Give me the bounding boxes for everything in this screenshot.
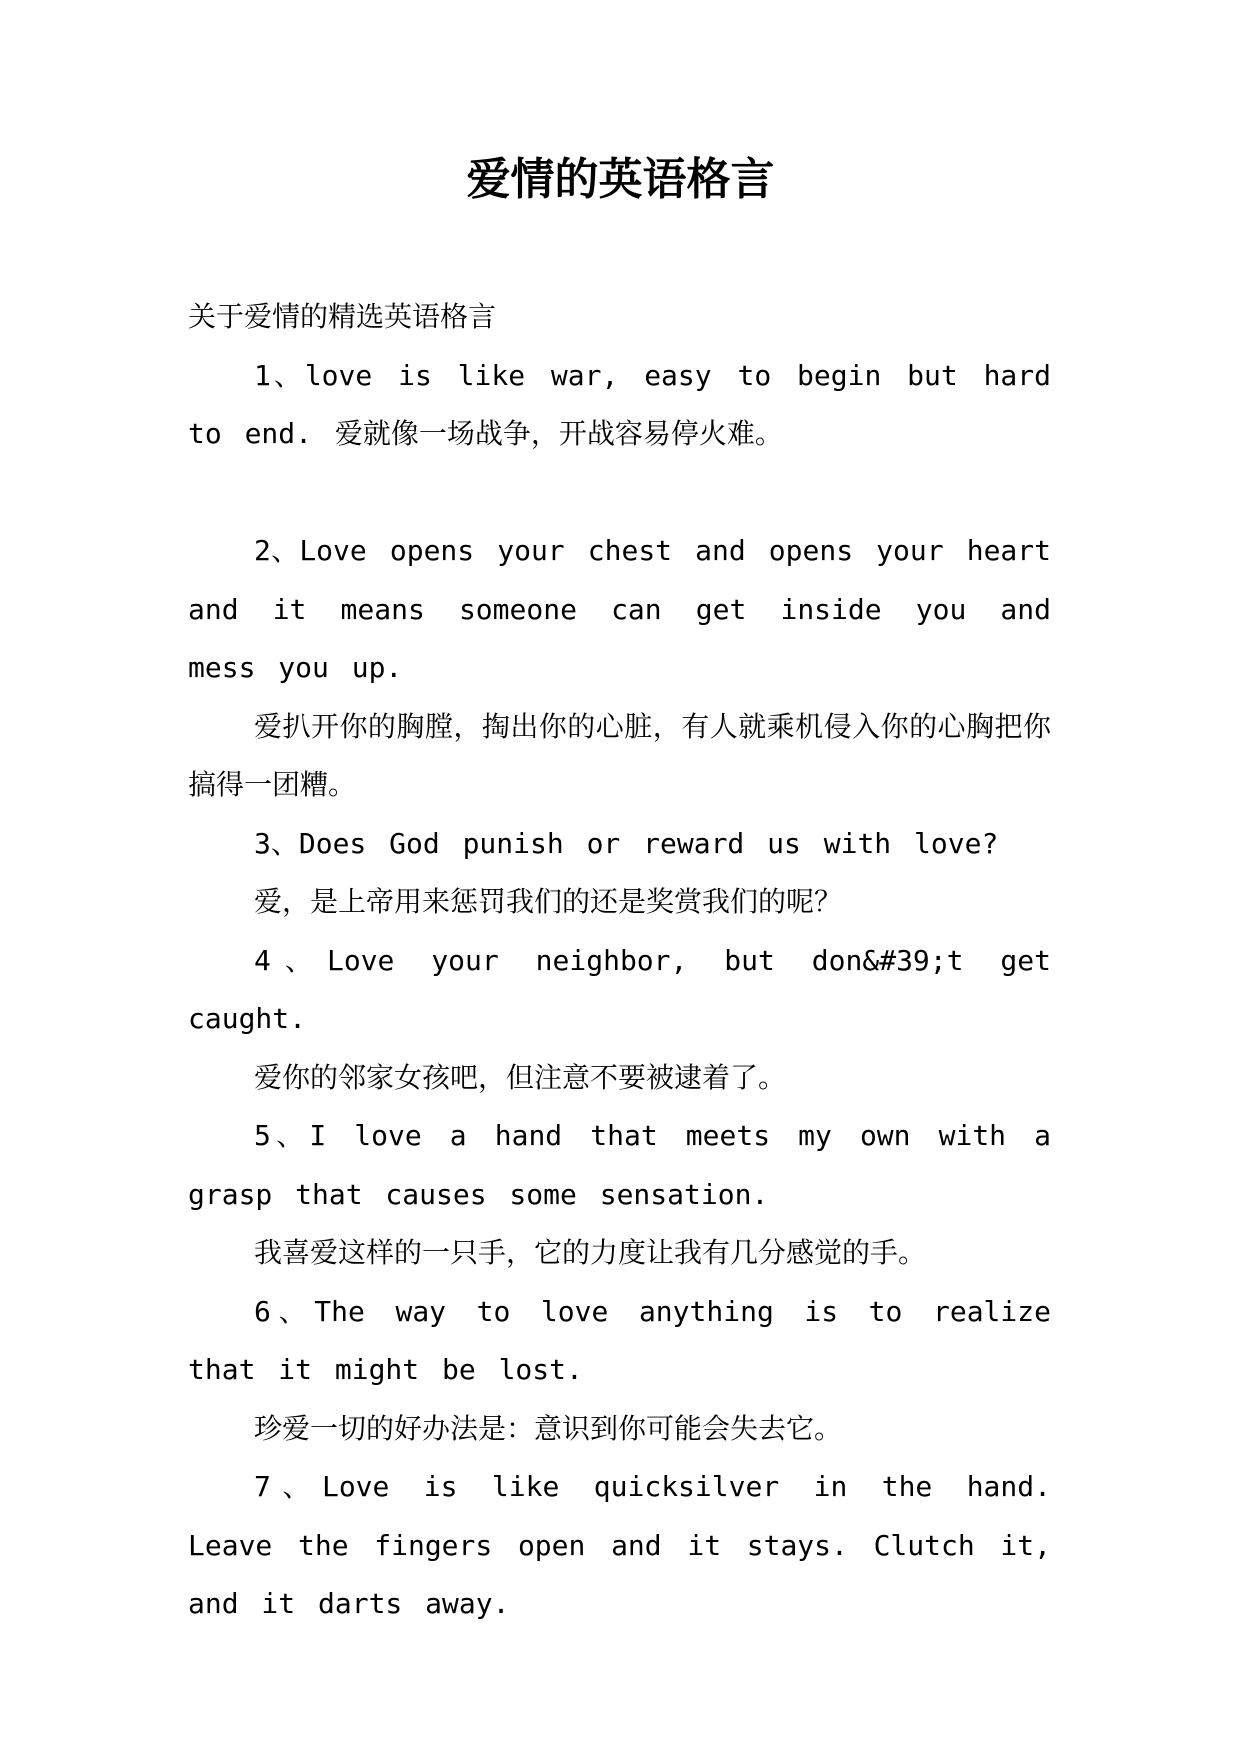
quote-4-english: 4、Love your neighbor, but don&#39;t get caught. (188, 943, 1051, 1035)
blank-line (188, 464, 1051, 523)
document-body (188, 288, 1051, 1634)
quote-5-english: 5、I love a hand that meets my own with a grasp that causes some sensation. (188, 1119, 1051, 1211)
quote-6-chinese: 珍爱一切的好办法是：意识到你可能会失去它。 (254, 1411, 843, 1445)
quote-3-english: 3、Does God punish or reward us with love? (254, 826, 999, 860)
document-title: 爱情的英语格言 (466, 154, 775, 205)
quote-3-chinese: 爱，是上帝用来惩罚我们的还是奖赏我们的呢？ (254, 885, 843, 918)
quote-2-english: 2、Love opens your chest and opens your heart and it means someone can get inside you and mess you up. (188, 534, 1051, 684)
quote-7-english: 7、Love is like quicksilver in the hand. Leave the fingers open and it stays. Clutch it, and it darts away. (188, 1470, 1051, 1620)
quote-1-paragraph: 1、love is like war, easy to begin but hard to end. 爱就像一场战争，开战容易停火难。 (188, 358, 1051, 450)
quote-2-chinese: 爱扒开你的胸膛，掏出你的心脏，有人就乘机侵入你的心胸把你搞得一团糟。 (188, 709, 1051, 801)
quote-5-chinese: 我喜爱这样的一只手，它的力度让我有几分感觉的手。 (254, 1236, 927, 1269)
subtitle-paragraph: 关于爱情的精选英语格言 (188, 300, 497, 333)
quote-4-chinese: 爱你的邻家女孩吧，但注意不要被逮着了。 (254, 1060, 787, 1094)
quote-6-english: 6、The way to love anything is to realize that it might be lost. (188, 1294, 1051, 1386)
